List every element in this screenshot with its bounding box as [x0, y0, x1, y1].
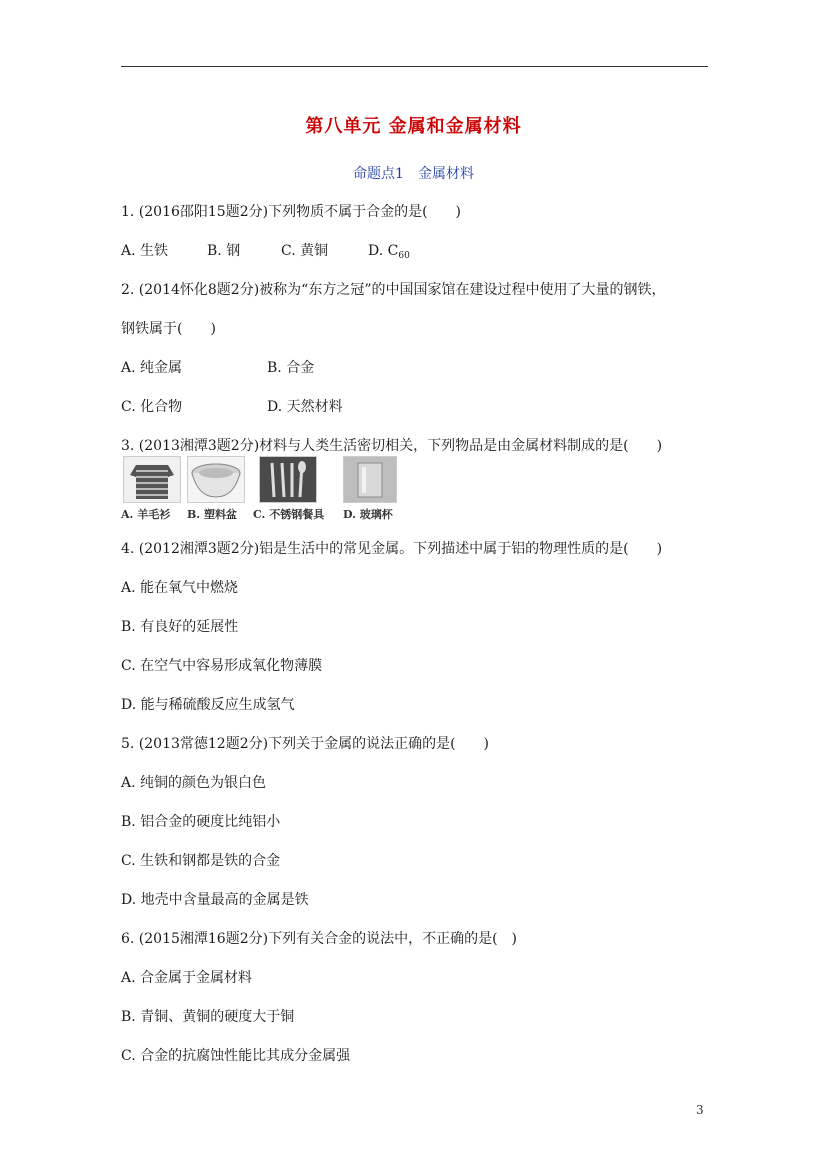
question-2-option-a: A. 纯金属: [121, 360, 183, 376]
question-2-stem: 2. (2014怀化8题2分)被称为“东方之冠”的中国国家馆在建设过程中使用了大量的钢铁，: [121, 282, 666, 298]
page-number: 3: [696, 1103, 704, 1117]
question-1-stem: 1. (2016邵阳15题2分)下列物质不属于合金的是( ): [121, 204, 462, 220]
option-d-text: D. C: [368, 243, 399, 259]
tableware-image: [259, 456, 317, 503]
question-1-option-c: C. 黄铜: [281, 243, 329, 259]
question-5-option-c: C. 生铁和钢都是铁的合金: [121, 853, 281, 869]
question-3-stem: 3. (2013湘潭3题2分)材料与人类生活密切相关，下列物品是由金属材料制成的是( ): [121, 438, 663, 454]
section-subtitle: 命题点1 金属材料: [353, 166, 474, 182]
sweater-image: [123, 456, 181, 503]
question-4-option-b: B. 有良好的延展性: [121, 619, 239, 635]
glass-cup-image: [343, 456, 397, 503]
question-1-option-b: B. 钢: [207, 243, 241, 259]
caption-c: C. 不锈钢餐具: [253, 508, 325, 521]
question-4-stem: 4. (2012湘潭3题2分)铝是生活中的常见金属。下列描述中属于铝的物理性质的是( ): [121, 541, 663, 557]
plastic-basin-image: [187, 456, 245, 503]
question-6-option-a: A. 合金属于金属材料: [121, 970, 253, 986]
question-6-option-c: C. 合金的抗腐蚀性能比其成分金属强: [121, 1048, 351, 1064]
question-5-option-a: A. 纯铜的颜色为银白色: [121, 775, 267, 791]
question-5-option-d: D. 地壳中含量最高的金属是铁: [121, 892, 309, 908]
question-4-option-d: D. 能与稀硫酸反应生成氢气: [121, 697, 295, 713]
caption-a: A. 羊毛衫: [121, 508, 171, 521]
question-2-option-c: C. 化合物: [121, 399, 183, 415]
question-5-option-b: B. 铝合金的硬度比纯铝小: [121, 814, 281, 830]
caption-b: B. 塑料盆: [187, 508, 237, 521]
question-5-stem: 5. (2013常德12题2分)下列关于金属的说法正确的是( ): [121, 736, 490, 752]
question-2-stem-cont: 钢铁属于( ): [121, 321, 216, 337]
page-title: 第八单元 金属和金属材料: [305, 116, 522, 137]
question-4-option-c: C. 在空气中容易形成氧化物薄膜: [121, 658, 323, 674]
caption-d: D. 玻璃杯: [343, 508, 393, 521]
question-2-option-d: D. 天然材料: [267, 399, 343, 415]
question-1-option-a: A. 生铁: [121, 243, 169, 259]
option-d-subscript: 60: [398, 251, 410, 261]
header-rule: [121, 66, 708, 67]
question-1-option-d: [368, 241, 410, 266]
question-6-option-b: B. 青铜、黄铜的硬度大于铜: [121, 1009, 295, 1025]
question-2-option-b: B. 合金: [267, 360, 315, 376]
question-3-image-strip: [121, 456, 411, 522]
question-6-stem: 6. (2015湘潭16题2分)下列有关合金的说法中，不正确的是( ): [121, 931, 518, 947]
question-4-option-a: A. 能在氧气中燃烧: [121, 580, 239, 596]
